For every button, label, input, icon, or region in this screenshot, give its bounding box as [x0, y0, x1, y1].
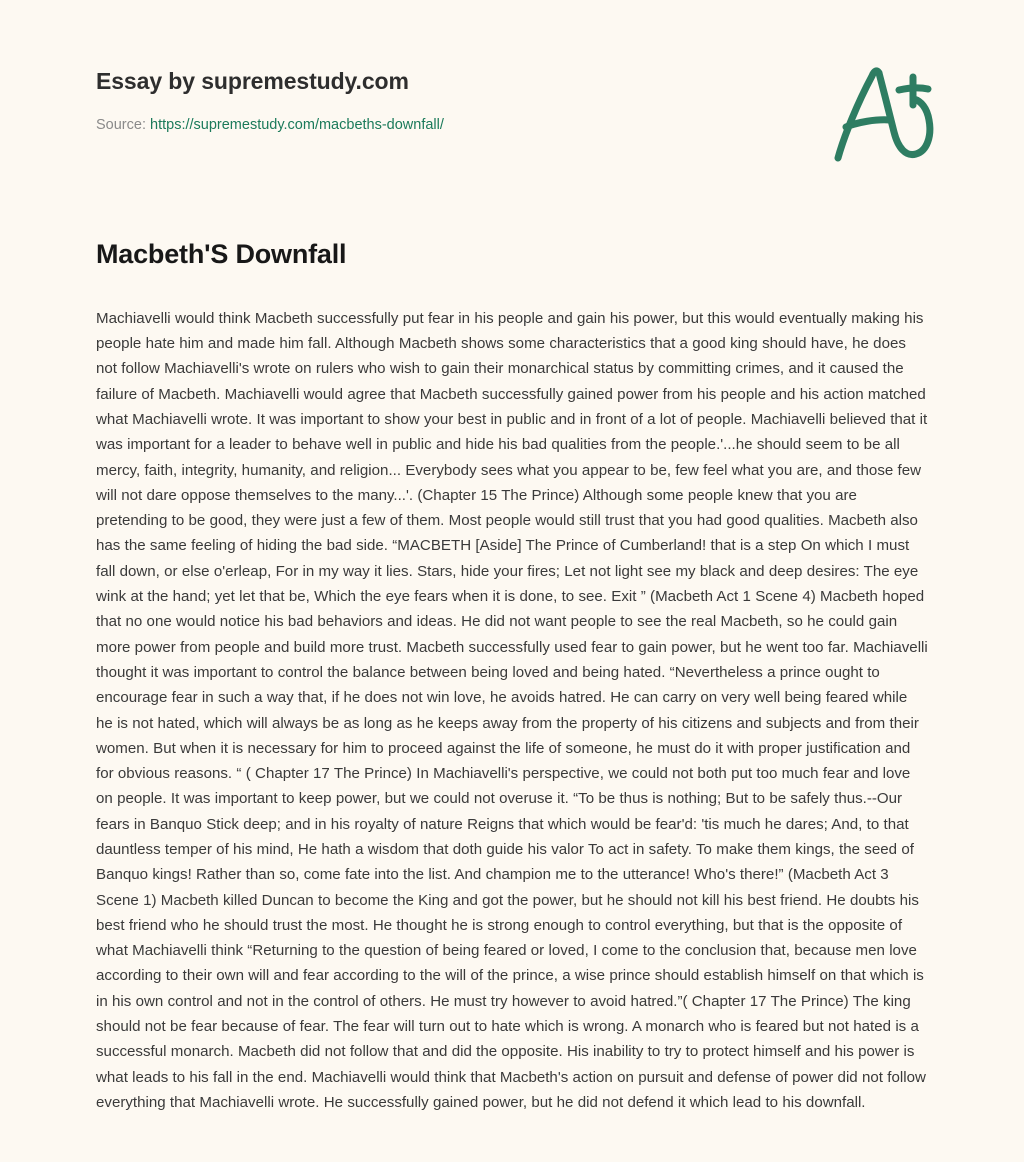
essay-body-text: Machiavelli would think Macbeth successfully put fear in his people and gain his power, but this would eventually making his people hate him and made him fall. Although Macbeth shows some characteristics that a good king should have, he does not follow Machiavelli's wrote on rulers who wish to gain their monarchical status by committing crimes, and it caused the failure of Macbeth. Machiavelli would agree that Macbeth successfully gained power from his people and his action matched what Machiavelli wrote. It was important to show your best in public and in front of a lot of people. Machiavelli believed that it was important for a leader to behave well in public and hide his bad qualities from the people.'...he should seem to be all mercy, faith, integrity, humanity, and religion... Everybody sees what you appear to be, few feel what you are, and those few will not dare oppose themselves to the many...'. (Chapter 15 The Prince) Although some people knew that you are pretending to be good, they were just a few of them. Most people would still trust that you had good qualities. Macbeth also has the same feeling of hiding the bad side. “MACBETH [Aside] The Prince of Cumberland! that is a step On which I must fall down, or else o'erleap, For in my way it lies. Stars, hide your fires; Let not light see my black and deep desires: The eye wink at the hand; yet let that be, Which the eye fears when it is done, to see. Exit ” (Macbeth Act 1 Scene 4) Macbeth hoped that no one would notice his bad behaviors and ideas. He did not want people to see the real Macbeth, so he could gain more power from people and build more trust. Macbeth successfully used fear to gain power, but he went too far. Machiavelli thought it was important to control the balance between being loved and being hated. “Nevertheless a prince ought to encourage fear in such a way that, if he does not win love, he avoids hatred. He can carry on very well being feared while he is not hated, which will always be as long as he keeps away from the property of his citizens and subjects and from their women. But when it is necessary for him to proceed against the life of someone, he must do it with proper justification and for obvious reasons. “ ( Chapter 17 The Prince) In Machiavelli's perspective, we could not both put too much fear and love on people. It was important to keep power, but we could not overuse it. “To be thus is nothing; But to be safely thus.--Our fears in Banquo Stick deep; and in his royalty of nature Reigns that which would be fear'd: 'tis much he dares; And, to that dauntless temper of his mind, He hath a wisdom that doth guide his valor To act in safety. To make them kings, the seed of Banquo kings! Rather than so, come fate into the list. And champion me to the utterance! Who's there!” (Macbeth Act 3 Scene 1) Macbeth killed Duncan to become the King and got the power, but he should not kill his best friend. He doubts his best friend who he should trust the most. He thought he is strong enough to control everything, but that is the opposite of what Machiavelli think “Returning to the question of being feared or loved, I come to the conclusion that, because men love according to their own will and fear according to the will of the prince, a wise prince should establish himself on that which is in his own control and not in the control of others. He must try however to avoid hatred.”( Chapter 17 The Prince) The king should not be fear because of fear. The fear will turn out to hate which is wrong. A monarch who is feared but not hated is a successful monarch. Macbeth did not follow that and did the opposite. His inability to try to protect himself and his power is what leads to his fall in the end. Machiavelli would think that Macbeth's action on pursuit and defense of power did not follow everything that Machiavelli wrote. He successfully gained power, but he did not defend it which lead to his downfall.: [96, 309, 928, 1111]
source-line: [96, 116, 928, 135]
source-label: Source:: [96, 116, 146, 133]
brand-logo-aplus-icon: [824, 58, 944, 168]
source-url-link[interactable]: https://supremestudy.com/macbeths-downfall/: [150, 116, 444, 133]
document-header: [96, 0, 928, 133]
page-title: Essay by supremestudy.com: [96, 68, 409, 94]
essay-title: Macbeth'S Downfall: [96, 239, 347, 269]
